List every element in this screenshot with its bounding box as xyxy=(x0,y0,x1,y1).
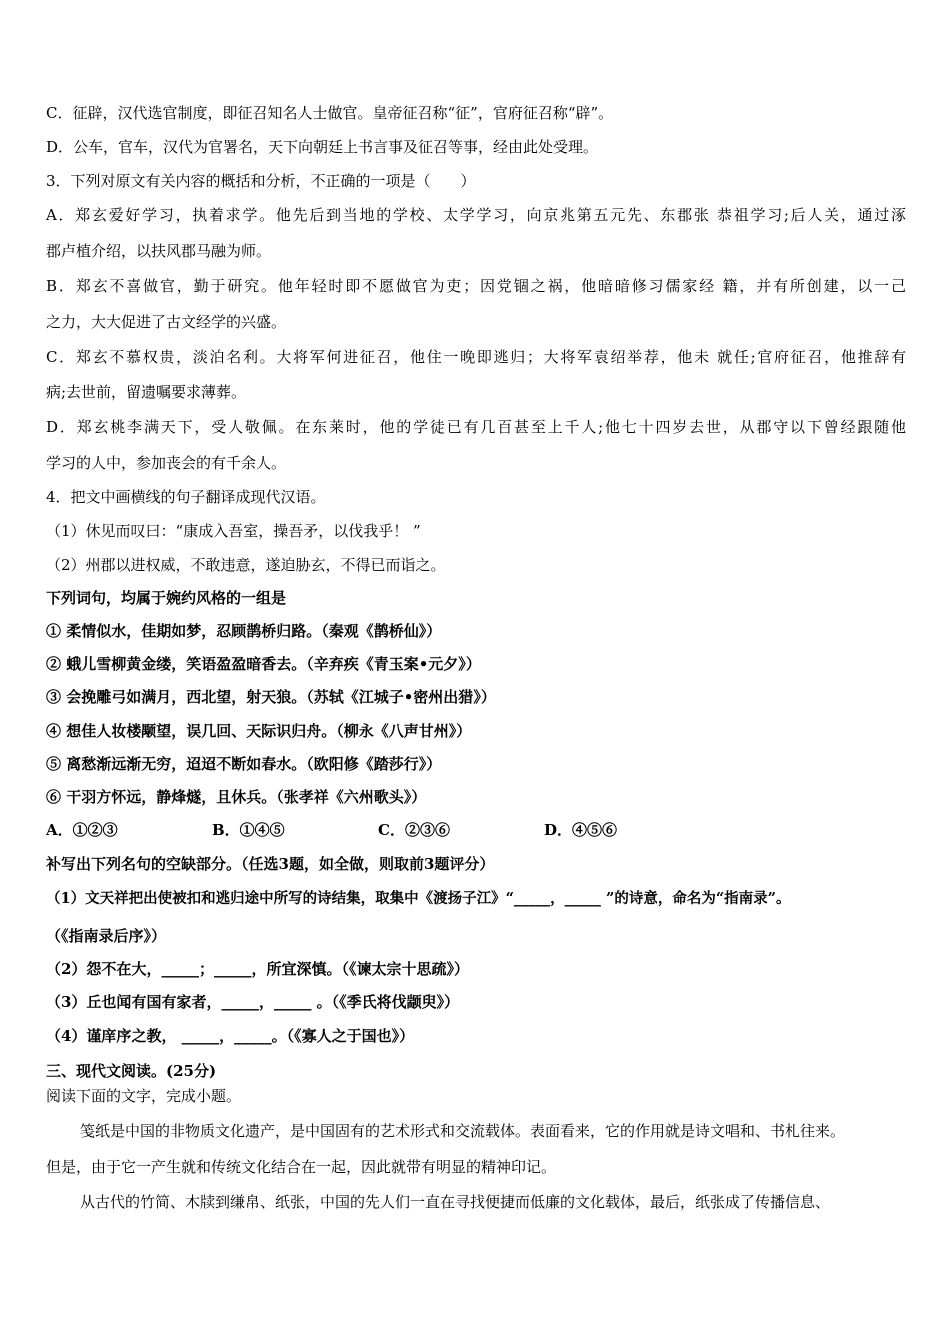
text-line: C．征辟，汉代选官制度，即征召知名人士做官。皇帝征召称“征”，官府征召称“辟”。 xyxy=(46,104,614,122)
list-item: ④ 想佳人妆楼颙望，误几回、天际识归舟。（柳永《八声甘州》） xyxy=(46,722,472,740)
option-text-line: D．郑玄桃李满天下，受人敬佩。在东莱时，他的学徒已有几百甚至上千人;他七十四岁去世，从郡守以下曾经跟随他 xyxy=(46,418,906,436)
option-text-line: 病;去世前，留遗嘱要求薄葬。 xyxy=(46,383,247,401)
option-text-line: 学习的人中，参加丧会的有千余人。 xyxy=(46,454,287,472)
text-line: （1）休见而叹曰：“康成入吾室，操吾矛，以伐我乎！ ” xyxy=(46,522,421,540)
question-3: 3．下列对原文有关内容的概括和分析，不正确的一项是（ ） xyxy=(46,172,476,190)
question-4: 4．把文中画横线的句子翻译成现代汉语。 xyxy=(46,488,326,506)
list-item: （2）怨不在大，_____；_____，所宜深慎。（《谏太宗十思疏》） xyxy=(46,960,469,978)
option-b: B．①④⑤ xyxy=(212,821,285,839)
question-heading: 下列词句，均属于婉约风格的一组是 xyxy=(46,589,287,607)
section-heading: 三、现代文阅读。(25分) xyxy=(46,1062,217,1080)
list-item: （4）谨庠序之教， _____，_____。（《寡人之于国也》） xyxy=(46,1027,415,1045)
paragraph-line: 但是，由于它一产生就和传统文化结合在一起，因此就带有明显的精神印记。 xyxy=(46,1158,557,1176)
question-heading: 补写出下列名句的空缺部分。（任选3题，如全做，则取前3题评分） xyxy=(46,855,495,873)
text-line: 阅读下面的文字，完成小题。 xyxy=(46,1087,242,1105)
answer-options xyxy=(46,820,906,840)
list-item: ⑥ 干羽方怀远，静烽燧，且休兵。（张孝祥《六州歌头》） xyxy=(46,788,427,806)
list-item: （《指南录后序》） xyxy=(46,927,167,945)
option-text-line: A．郑玄爱好学习，执着求学。他先后到当地的学校、太学学习，向京兆第五元先、东郡张 恭祖学习;后人关，通过涿 xyxy=(46,206,906,224)
list-item: （3）丘也闻有国有家者，_____，_____ 。（《季氏将伐颛臾》） xyxy=(46,993,460,1011)
option-d: D．④⑤⑥ xyxy=(544,821,618,839)
option-text-line: 郡卢植介绍，以扶风郡马融为师。 xyxy=(46,242,272,260)
list-item: ① 柔情似水，佳期如梦，忍顾鹊桥归路。（秦观《鹊桥仙》） xyxy=(46,622,442,640)
option-text-line: 之力，大大促进了古文经学的兴盛。 xyxy=(46,313,287,331)
option-text-line: B．郑玄不喜做官，勤于研究。他年轻时即不愿做官为吏；因党锢之祸，他暗暗修习儒家经 籍，并有所创建，以一己 xyxy=(46,277,906,295)
paragraph-line: 从古代的竹简、木牍到缣帛、纸张，中国的先人们一直在寻找便捷而低廉的文化载体，最后，纸张成了传播信息、 xyxy=(80,1193,831,1211)
text-line: （2）州郡以进权威，不敢违意，遂迫胁玄，不得已而诣之。 xyxy=(46,556,446,574)
list-item: ⑤ 离愁渐远渐无穷，迢迢不断如春水。（欧阳修《踏莎行》） xyxy=(46,755,442,773)
list-item: （1）文天祥把出使被扣和逃归途中所写的诗结集，取集中《渡扬子江》“_____，_____ ”的诗意，命名为“指南录”。 xyxy=(46,890,791,907)
paragraph-line: 笺纸是中国的非物质文化遗产，是中国固有的艺术形式和交流载体。表面看来，它的作用就是诗文唱和、书札往来。 xyxy=(80,1122,846,1140)
list-item: ② 蛾儿雪柳黄金缕，笑语盈盈暗香去。（辛弃疾《青玉案•元夕》） xyxy=(46,655,481,673)
option-text-line: C．郑玄不慕权贵，淡泊名利。大将军何进征召，他住一晚即逃归；大将军袁绍举荐，他未 就任;官府征召，他推辞有 xyxy=(46,348,906,366)
list-item: ③ 会挽雕弓如满月，西北望，射天狼。（苏轼《江城子•密州出猎》） xyxy=(46,688,496,706)
text-line: D．公车，官车，汉代为官署名，天下向朝廷上书言事及征召等事，经由此处受理。 xyxy=(46,138,599,156)
option-c: C．②③⑥ xyxy=(378,821,450,839)
option-a: A．①②③ xyxy=(46,821,118,839)
